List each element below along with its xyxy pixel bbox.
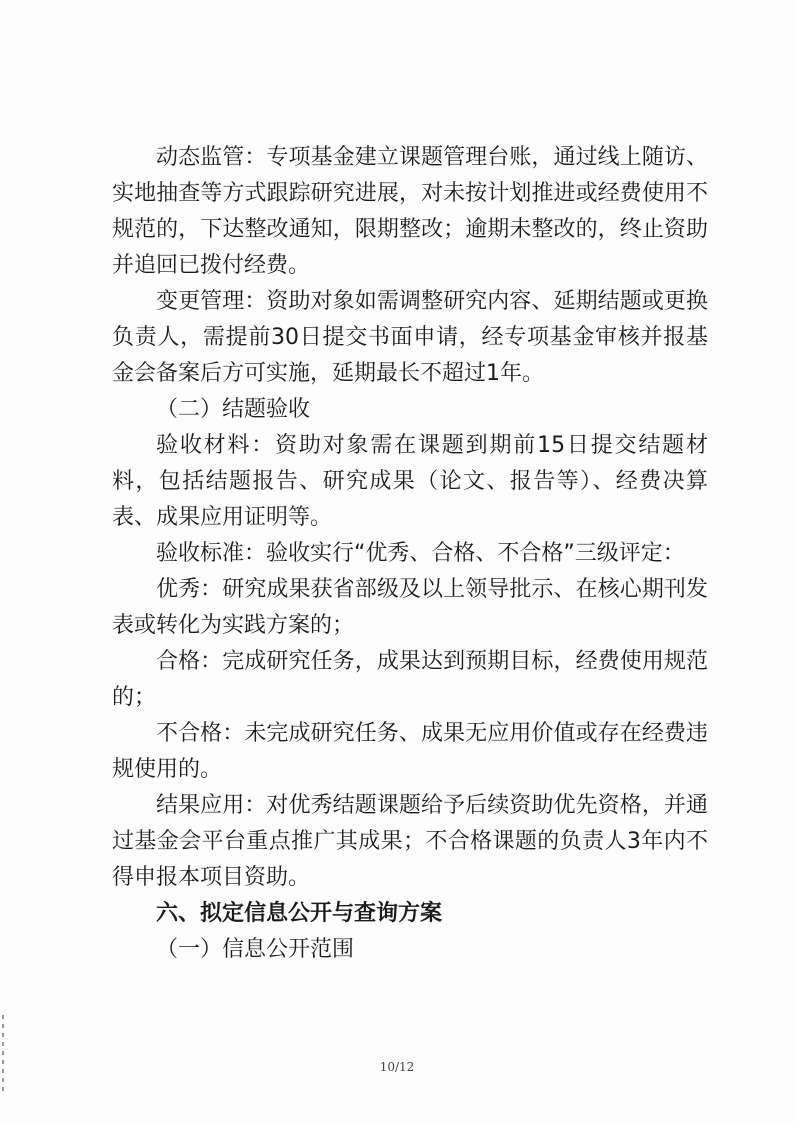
paragraph-result-application: 结果应用：对优秀结题课题给予后续资助优先资格，并通过基金会平台重点推广其成果；不合格课题的负责人3年内不得申报本项目资助。 <box>112 793 708 890</box>
paragraph-grade-qualified: 合格：完成研究任务，成果达到预期目标，经费使用规范的； <box>112 649 708 710</box>
paragraph-dynamic-supervision: 动态监管：专项基金建立课题管理台账，通过线上随访、实地抽查等方式跟踪研究进展，对未按计划推进或经费使用不规范的，下达整改通知，限期整改；逾期未整改的，终止资助并追回已拨付经费。 <box>112 145 708 278</box>
subsection-heading-disclosure-scope: （一）信息公开范围 <box>156 937 355 962</box>
scan-edge-mark <box>2 1015 4 1095</box>
page-number: 10/12 <box>379 1060 415 1074</box>
paragraph-change-management: 变更管理：资助对象如需调整研究内容、延期结题或更换负责人，需提前30日提交书面申请，经专项基金审核并报基金会备案后方可实施，延期最长不超过1年。 <box>112 289 708 386</box>
paragraph-acceptance-standards: 验收标准：验收实行“优秀、合格、不合格”三级评定： <box>156 541 685 566</box>
paragraph-acceptance-materials: 验收材料：资助对象需在课题到期前15日提交结题材料，包括结题报告、研究成果（论文、报告等）、经费决算表、成果应用证明等。 <box>112 433 708 530</box>
document-body <box>112 140 708 968</box>
paragraph-grade-excellent: 优秀：研究成果获省部级及以上领导批示、在核心期刊发表或转化为实践方案的； <box>112 577 708 638</box>
section-heading-information-disclosure: 六、拟定信息公开与查询方案 <box>156 901 443 926</box>
subsection-heading-acceptance: （二）结题验收 <box>156 397 311 422</box>
paragraph-grade-unqualified: 不合格：未完成研究任务、成果无应用价值或存在经费违规使用的。 <box>112 721 708 782</box>
